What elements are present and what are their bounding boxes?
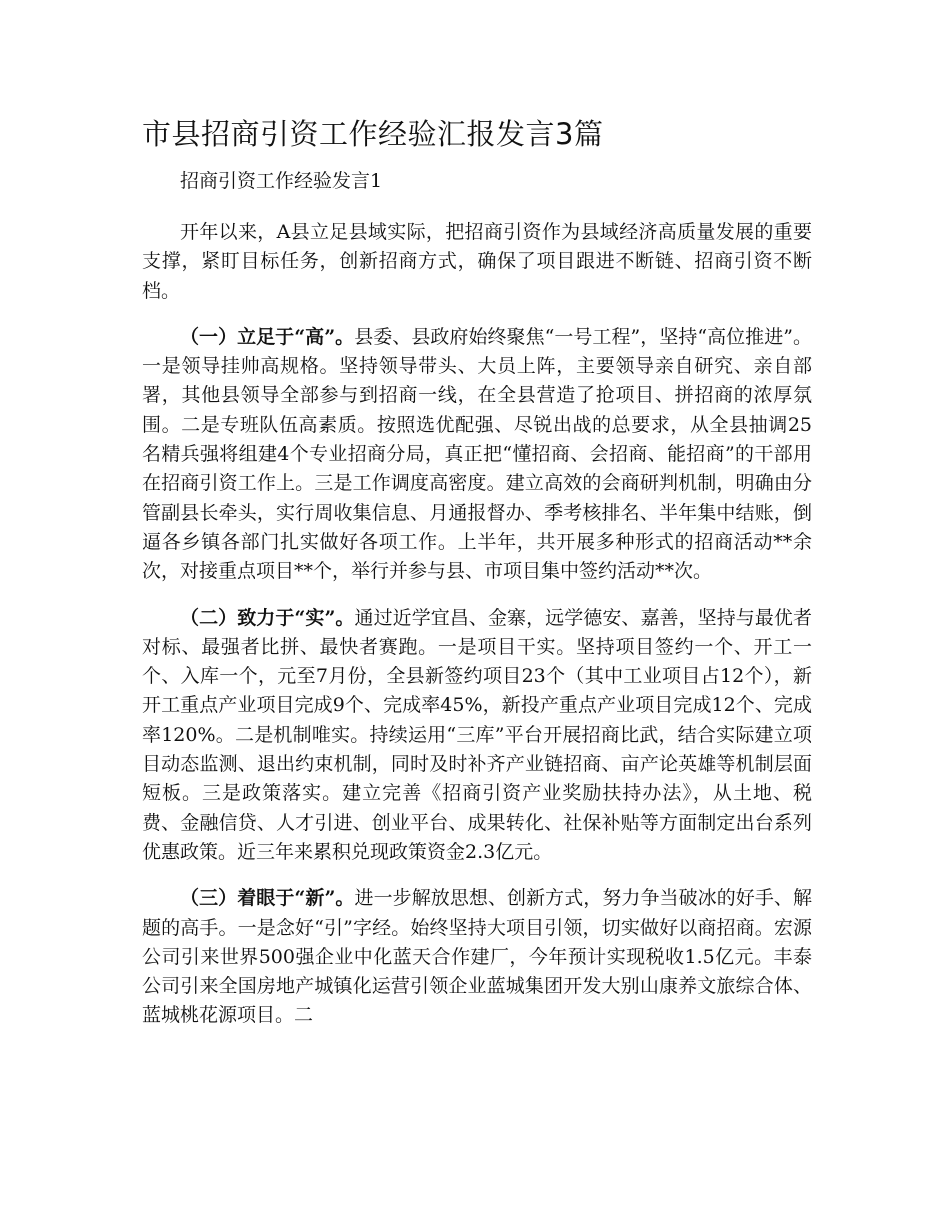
paragraph-lead: （二）致力于“实”。 <box>180 606 355 629</box>
paragraph-text: 县委、县政府始终聚焦“一号工程”，坚持“高位推进”。一是领导挂帅高规格。坚持领导带头、大员上阵，主要领导亲自研究、亲自部署，其他县领导全部参与到招商一线，在全县营造了抢项目、拼招商的浓厚氛围。二是专班队伍高素质。按照选优配强、尽锐出战的总要求，从全县抽调25名精兵强将组建4个专业招商分局，真正把“懂招商、会招商、能招商”的干部用在招商引资工作上。三是工作调度高密度。建立高效的会商研判机制，明确由分管副县长牵头，实行周收集信息、月通报督办、季考核排名、半年集中结账，倒逼各乡镇各部门扎实做好各项工作。上半年，共开展多种形式的招商活动**余次，对接重点项目**个，举行并参与县、市项目集中签约活动**次。 <box>142 325 813 583</box>
paragraph-text: 开年以来，A县立足县域实际，把招商引资作为县域经济高质量发展的重要支撑，紧盯目标任务，创新招商方式，确保了项目跟进不断链、招商引资不断档。 <box>142 221 812 302</box>
section-paragraph-2 <box>142 604 812 868</box>
paragraph-lead: （三）着眼于“新”。 <box>180 887 355 910</box>
document-page <box>142 112 812 1048</box>
section-paragraph-3 <box>142 884 812 1030</box>
intro-paragraph <box>142 218 812 306</box>
section-paragraph-1 <box>142 323 812 587</box>
document-title: 市县招商引资工作经验汇报发言3篇 <box>142 117 604 151</box>
paragraph-text: 进一步解放思想、创新方式，努力争当破冰的好手、解题的高手。一是念好“引”字经。始终坚持大项目引领，切实做好以商招商。宏源公司引来世界500强企业中化蓝天合作建厂，今年预计实现税收1.5亿元。丰泰公司引来全国房地产城镇化运营引领企业蓝城集团开发大别山康养文旅综合体、蓝城桃花源项目。二 <box>142 887 812 1027</box>
paragraph-text: 通过近学宜昌、金寨，远学德安、嘉善，坚持与最优者对标、最强者比拼、最快者赛跑。一是项目干实。坚持项目签约一个、开工一个、入库一个，元至7月份，全县新签约项目23个（其中工业项目占12个），新开工重点产业项目完成9个、完成率45%，新投产重点产业项目完成12个、完成率120%。二是机制唯实。持续运用“三库”平台开展招商比武，结合实际建立项目动态监测、退出约束机制，同时及时补齐产业链招商、亩产论英雄等机制层面短板。三是政策落实。建立完善《招商引资产业奖励扶持办法》，从土地、税费、金融信贷、人才引进、创业平台、成果转化、社保补贴等方面制定出台系列优惠政策。近三年来累积兑现政策资金2.3亿元。 <box>142 606 812 863</box>
section-subtitle: 招商引资工作经验发言1 <box>180 170 383 192</box>
paragraph-lead: （一）立足于“高”。 <box>180 325 355 348</box>
